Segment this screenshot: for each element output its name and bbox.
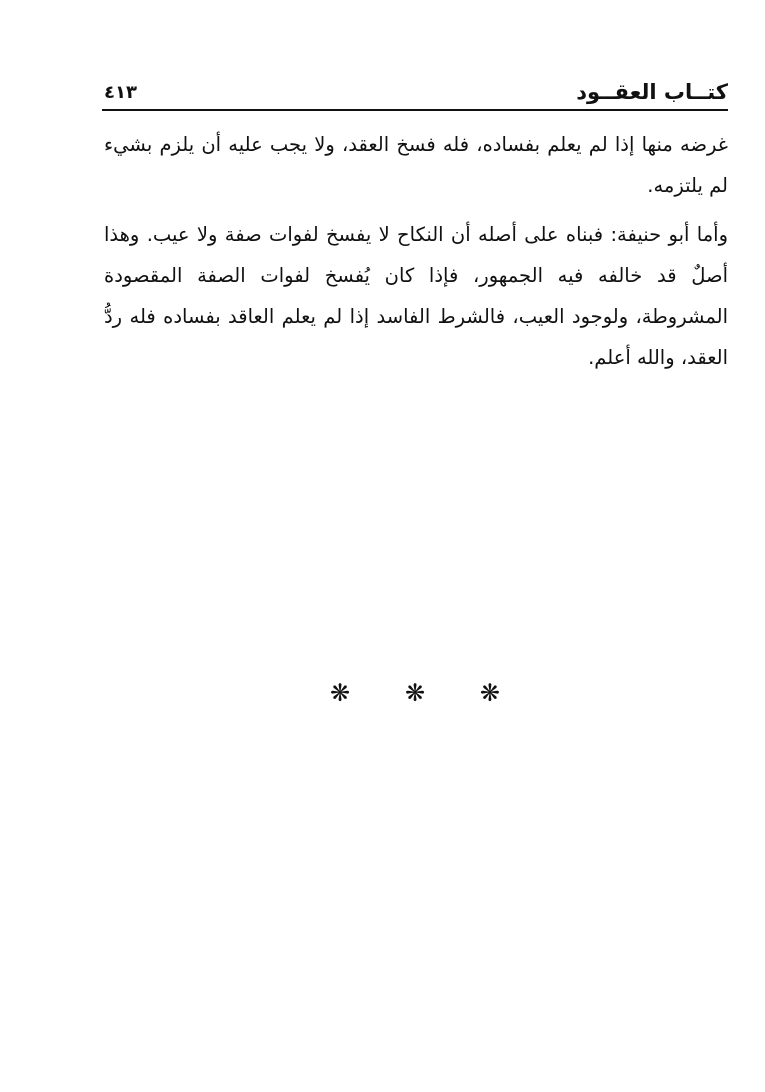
asterism-star-icon: ❋ <box>479 679 500 707</box>
page-number: ٤١٣ <box>104 82 137 103</box>
page-header <box>104 76 728 112</box>
asterism-star-icon: ❋ <box>330 679 351 707</box>
body-text <box>104 124 728 378</box>
header-rule <box>102 109 728 111</box>
paragraph-2: وأما أبو حنيفة: فبناه على أصله أن النكاح لا يفسخ لفوات صفة ولا عيب. وهذا أصلٌ قد خالفه فيه الجمهور، فإذا كان يُفسخ لفوات الصفة المقصودة المشروطة، ولوجود العيب، فالشرط الفاسد إذا لم يعلم العاقد بفساده فله ردُّ العقد، والله أعلم. <box>104 223 728 369</box>
paragraph-1: غرضه منها إذا لم يعلم بفساده، فله فسخ العقد، ولا يجب عليه أن يلزم بشيء لم يلتزمه. <box>104 133 728 197</box>
running-title: كتــاب العقــود <box>576 80 728 104</box>
section-separator <box>330 678 500 708</box>
asterism-star-icon: ❋ <box>404 679 426 707</box>
